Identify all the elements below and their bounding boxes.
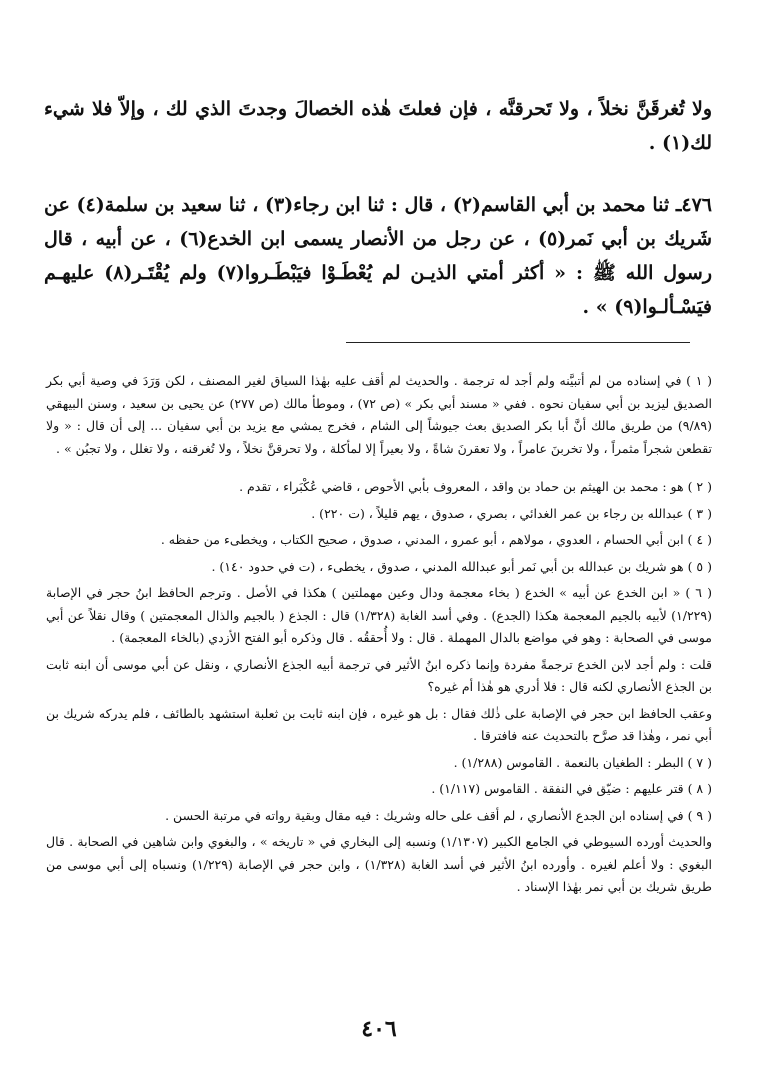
footnote-6-comment: وعقب الحافظ ابن حجر في الإصابة على ذٰلك فقال : بل هو غيره ، فإن ابنه ثابت بن ثعلبة استشهد بالطائف ، فلم يدركه شريك بن أبي نمر ، وهٰذا قد صرَّح بالتحديث عنه فافترقا .	[46, 705, 712, 743]
footnote-1: ( ١ ) في إسناده من لم أتبيَّنه ولم أجد له ترجمة . والحديث لم أقف عليه بهٰذا السياق لغير المصنف ، لكن وَرَدَ في وصية أبي بكر الصديق ليزيد بن أبي سفيان نحوه . ففي « مسند أبي بكر » (ص ٧٢) ، وموطأ مالك (ص ٢٧٧) عن يحيى بن سعيد ، وسنن البيهقي (٩/٨٩) من طريق مالك أنَّ أبا بكر الصديق بعث جيوشاً إلى الشام ، فخرج يمشي مع يزيد بن أبي سفيان ... إلى أن قال : « ولا تقطعن شجراً مثمراً ، ولا تخربنَ عامراً ، ولا تعقرنَ شاةً ، ولا بعيراً إلا لمأكلة ، ولا تحرقنَّ نخلاً ، ولا تُغرقنه ، ولا تغلل ، ولا تجبُن » .	[46, 373, 713, 456]
footnote-5: ( ٥ ) هو شريك بن عبدالله بن أبي نَمر أبو عبدالله المدني ، صدوق ، يخطىء ، (ت في حدود ١٤٠) .	[211, 558, 712, 574]
main-text	[44, 92, 712, 324]
footnote-2: ( ٢ ) هو : محمد بن الهيثم بن حماد بن واقد ، المعروف بأبي الأحوص ، قاضي عُكْبَراء ، تقدم .	[239, 479, 712, 494]
footnote-6: ( ٦ ) « ابن الخدع عن أبيه » الخدع ( بخاء معجمة ودال وعين مهملتين ) هكذا في الأصل . وترجم الحافظ ابنُ حجر في الإصابة (١/٢٢٩) لأبيه بالجيم المعجمة هكذا (الجدع) . وفي أسد الغابة (١/٣٢٨) قال : الجذع ( بالجيم والذال المعجمتين ) وقال نقلاً عن أبي موسى في الصحابة : وهو في مواضع بالدال المهملة . قال : ولا أُحققُه . قال وذكره أبو الفتح الأزدي (بالخاء المعجمة) .	[46, 585, 712, 645]
previous-text-ending: ولا تُغرقَنَّ نخلاً ، ولا تَحرقنَّه ، فإن فعلتَ هٰذه الخصالَ وجدتَ الذي لك ، وإلاّ فلا شيء لك(١) .	[44, 98, 712, 154]
footnotes	[46, 370, 712, 903]
footnote-divider	[346, 342, 690, 343]
footnote-4: ( ٤ ) ابن أبي الحسام ، العدوي ، مولاهم ، أبو عمرو ، المدني ، صدوق ، صحيح الكتاب ، ويخطىء من حفظه .	[160, 532, 712, 547]
footnote-9-continued: والحديث أورده السيوطي في الجامع الكبير (١/١٣٠٧) ونسبه إلى البخاري في « تاريخه » ، والبغوي وابن شاهين في الصحابة . قال البغوي : ولا أعلم لغيره . وأورده ابنُ الأثير في أسد الغابة (١/٣٢٨) ، وابن حجر في الإصابة (١/٢٢٩) ونسباه إلى أبي موسى من طريق شريك بن أبي نمر بهٰذا الإسناد .	[46, 834, 713, 894]
hadith-476: ٤٧٦ـ ثنا محمد بن أبي القاسم(٢) ، قال : ثنا ابن رجاء(٣) ، ثنا سعيد بن سلمة(٤) عن شَريك بن أبي نَمر(٥) ، عن رجل من الأنصار يسمى ابن الخدع(٦) ، عن أبيه ، قال رسول الله ﷺ : « أكثر أمتي الذيـن لم يُعْطَـوْا فيَبْطَـروا(٧) ولم يُقْتَـر(٨) عليهـم فيَسْـألـوا(٩) » .	[44, 194, 713, 318]
footnote-7: ( ٧ ) البطر : الطغيان بالنعمة . القاموس (١/٢٨٨) .	[453, 754, 712, 770]
footnote-9: ( ٩ ) في إسناده ابن الجدع الأنصاري ، لم أقف على حاله وشريك : فيه مقال وبقية رواته في مرتبة الحسن .	[165, 807, 712, 823]
footnote-8: ( ٨ ) قتر عليهم : ضيّق في النفقة . القاموس (١/١١٧) .	[431, 781, 712, 796]
page-number: ٤٠٦	[361, 1016, 397, 1042]
footnote-6-remark: قلت : ولم أجد لابن الخدع ترجمةً مفردة وإنما ذكره ابنُ الأثير في ترجمة أبيه الجذع الأنصاري ، ونقل عن أبي موسى أن ابنه ثابت بن الجذع الأنصاري لكنه قال : فلا أدري هو هٰذا أم غيره؟	[46, 656, 712, 694]
footnote-3: ( ٣ ) عبدالله بن رجاء بن عمر الغدائي ، بصري ، صدوق ، يهم قليلاً ، (ت ٢٢٠) .	[311, 505, 712, 521]
